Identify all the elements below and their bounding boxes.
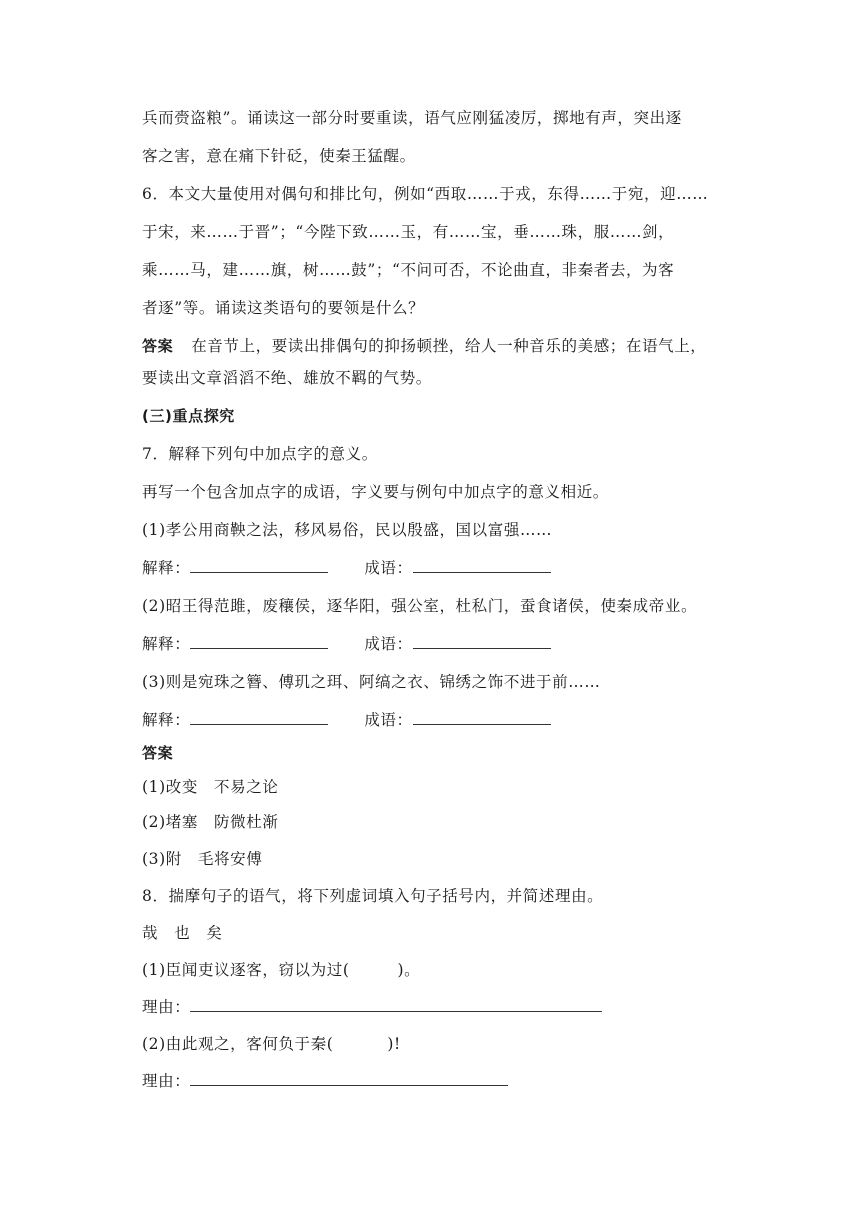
explain-label: 解释： (142, 711, 191, 729)
answer-label: 答案 (142, 744, 174, 762)
question-6-line: 乘……马，建……旗，树……鼓”；“不问可否，不论曲直，非秦者去，为客 (142, 261, 675, 279)
explain-blank[interactable] (190, 558, 328, 573)
reason-blank[interactable] (190, 1071, 508, 1086)
paragraph-line: 兵而赍盗粮”。诵读这一部分时要重读，语气应刚猛凌厉，掷地有声，突出逐 (142, 109, 682, 127)
idiom-label: 成语： (364, 559, 413, 577)
answer-6-line (142, 336, 706, 356)
explain-blank[interactable] (190, 634, 328, 649)
answer-blanks-row (142, 558, 551, 578)
question-8-line: 8．揣摩句子的语气，将下列虚词填入句子括号内，并简述理由。 (142, 887, 604, 905)
idiom-label: 成语： (364, 711, 413, 729)
answer-7-line: (1)改变 不易之论 (142, 778, 279, 796)
question-8-sentence: (1)臣闻吏议逐客，窃以为过( )。 (142, 961, 421, 979)
question-7-sentence: (2)昭王得范雎，废穰侯，逐华阳，强公室，杜私门，蚕食诸侯，使秦成帝业。 (142, 597, 698, 615)
idiom-blank[interactable] (413, 710, 551, 725)
reason-label: 理由： (142, 998, 191, 1016)
question-6-line: 者逐”等。诵读这类语句的要领是什么？ (142, 299, 425, 317)
question-7-sentence: (3)则是宛珠之簪、傅玑之珥、阿缟之衣、锦绣之饰不进于前…… (142, 673, 601, 691)
idiom-blank[interactable] (413, 634, 551, 649)
idiom-label: 成语： (364, 635, 413, 653)
answer-text: 在音节上，要读出排偶句的抑扬顿挫，给人一种音乐的美感；在语气上， (191, 337, 707, 355)
explain-label: 解释： (142, 635, 191, 653)
answer-blanks-row (142, 634, 551, 654)
reason-blank[interactable] (190, 997, 602, 1012)
answer-7-line: (3)附 毛将安傅 (142, 850, 263, 868)
question-8-sentence: (2)由此观之，客何负于秦( )! (142, 1035, 401, 1053)
answer-7-line: (2)堵塞 防微杜渐 (142, 813, 279, 831)
idiom-blank[interactable] (413, 558, 551, 573)
paragraph-line: 客之害，意在痛下针砭，使秦王猛醒。 (142, 147, 416, 165)
reason-row (142, 1071, 508, 1091)
question-7-sentence: (1)孝公用商鞅之法，移风易俗，民以殷盛，国以富强…… (142, 521, 553, 539)
answer-blanks-row (142, 710, 551, 730)
section-heading: (三)重点探究 (142, 407, 235, 425)
explain-blank[interactable] (190, 710, 328, 725)
question-7-line: 再写一个包含加点字的成语，字义要与例句中加点字的意义相近。 (142, 483, 609, 501)
explain-label: 解释： (142, 559, 191, 577)
reason-label: 理由： (142, 1072, 191, 1090)
question-8-words: 哉 也 矣 (142, 924, 223, 942)
reason-row (142, 997, 602, 1017)
answer-label: 答案 (142, 337, 174, 355)
question-6-line: 于宋，来……于晋”；“今陛下致……玉，有……宝，垂……珠，服……剑， (142, 223, 675, 241)
question-6-line: 6．本文大量使用对偶句和排比句，例如“西取……于戎，东得……于宛，迎…… (142, 185, 709, 203)
question-7-line: 7．解释下列句中加点字的意义。 (142, 445, 378, 463)
answer-6-line: 要读出文章滔滔不绝、雄放不羁的气势。 (142, 369, 432, 387)
